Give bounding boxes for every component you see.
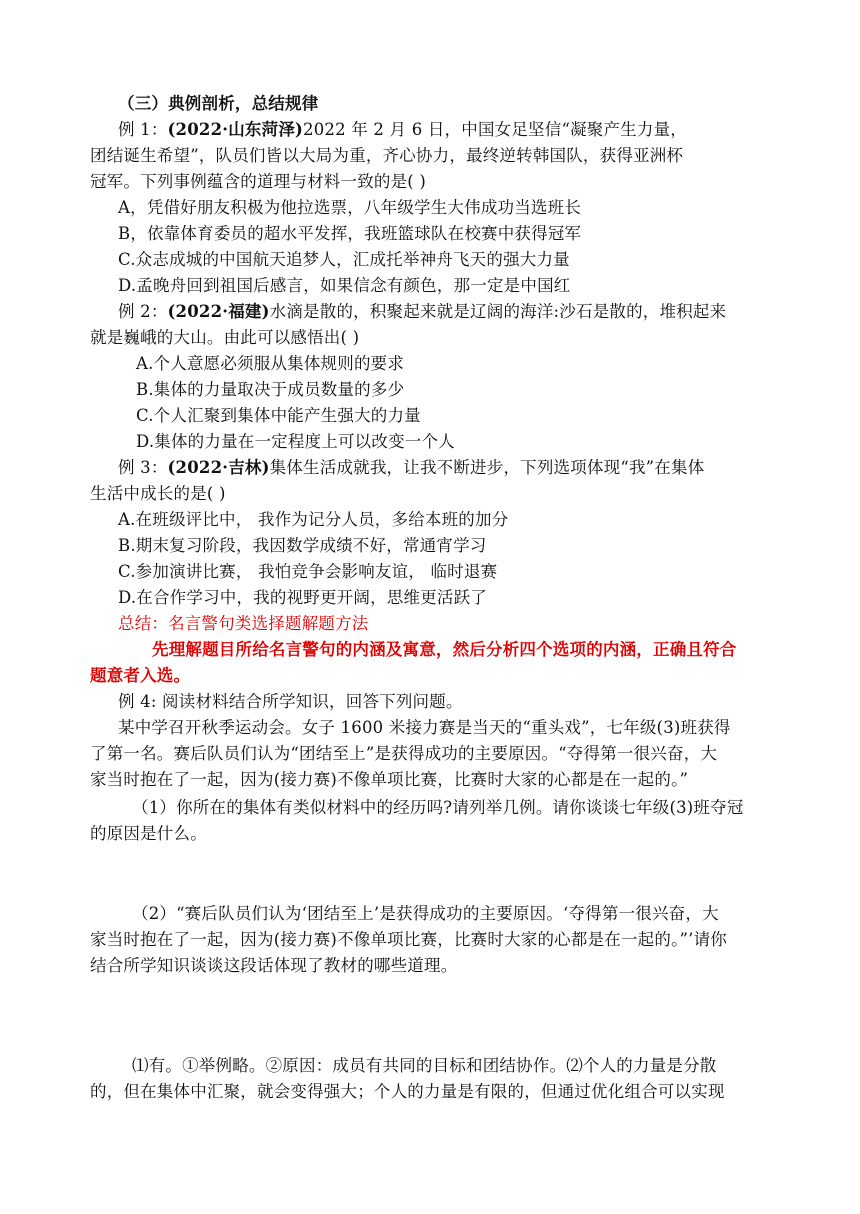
- example-1-stem: 2022 年 2 月 6 日，中国女足坚信“凝聚产生力量，: [303, 120, 687, 139]
- example-1-lead: 例 1：: [118, 120, 168, 139]
- summary-line-1: 先理解题目所给名言警句的内涵及寓意，然后分析四个选项的内涵，正确且符合: [152, 640, 737, 659]
- example-2-lead: 例 2：: [118, 302, 168, 321]
- example-1-option-a: A，凭借好朋友积极为他拉选票，八年级学生大伟成功当选班长: [118, 198, 582, 217]
- example-2-option-d: D.集体的力量在一定程度上可以改变一个人: [136, 432, 455, 451]
- example-3-source: (2022·吉林): [167, 458, 270, 477]
- example-1-option-b: B，依靠体育委员的超水平发挥，我班篮球队在校赛中获得冠军: [118, 224, 582, 243]
- summary-line-2: 题意者入选。: [90, 666, 191, 685]
- example-3-stem: 集体生活成就我，让我不断进步，下列选项体现“我”在集体: [269, 458, 705, 477]
- question-1-line-1: （1）你所在的集体有类似材料中的经历吗?请列举几例。请你谈谈七年级(3)班夺冠: [132, 798, 744, 817]
- summary-title: 总结：名言警句类选择题解题方法: [118, 614, 369, 633]
- question-1-line-2: 的原因是什么。: [90, 824, 207, 843]
- question-2-line-1: （2）“赛后队员们认为‘团结至上’是获得成功的主要原因。‘夺得第一很兴奋，大: [132, 904, 719, 923]
- answer-line-1: ⑴有。①举例略。②原因：成员有共同的目标和团结协作。⑵个人的力量是分散: [132, 1056, 717, 1075]
- example-3-option-b: B.期末复习阶段，我因数学成绩不好，常通宵学习: [118, 536, 487, 555]
- answer-line-2: 的，但在集体中汇聚，就会变得强大；个人的力量是有限的，但通过优化组合可以实现: [90, 1082, 725, 1101]
- example-4-intro: 例 4: 阅读材料结合所学知识，回答下列问题。: [118, 692, 463, 711]
- example-2-line-2: 就是巍峨的大山。由此可以感悟出( ): [90, 328, 360, 347]
- example-4-material-line-2: 了第一名。赛后队员们认为“团结至上”是获得成功的主要原因。“夺得第一很兴奋，大: [90, 744, 718, 763]
- section-heading: （三）典例剖析，总结规律: [118, 94, 319, 113]
- example-2-source: (2022·福建): [167, 302, 270, 321]
- example-1-option-d: D.孟晚舟回到祖国后感言，如果信念有颜色，那一定是中国红: [118, 276, 571, 295]
- example-3-line-2: 生活中成长的是( ): [90, 484, 226, 503]
- example-4-material-line-1: 某中学召开秋季运动会。女子 1600 米接力赛是当天的“重头戏”，七年级(3)班获得: [118, 718, 731, 737]
- example-2-option-c: C.个人汇聚到集体中能产生强大的力量: [136, 406, 421, 425]
- example-2-option-b: B.集体的力量取决于成员数量的多少: [136, 380, 405, 399]
- example-3-option-c: C.参加演讲比赛， 我怕竞争会影响友谊， 临时退赛: [118, 562, 498, 581]
- example-1-line-3: 冠军。下列事例蕴含的道理与材料一致的是( ): [90, 172, 427, 191]
- example-1-source: (2022·山东菏泽): [167, 120, 304, 139]
- example-2-option-a: A.个人意愿必须服从集体规则的要求: [136, 354, 405, 373]
- example-3-option-d: D.在合作学习中，我的视野更开阔，思维更活跃了: [118, 588, 487, 607]
- example-4-material-line-3: 家当时抱在了一起，因为(接力赛)不像单项比赛，比赛时大家的心都是在一起的。”: [90, 770, 689, 789]
- question-2-line-2: 家当时抱在了一起，因为(接力赛)不像单项比赛，比赛时大家的心都是在一起的。”’请你: [90, 930, 728, 949]
- example-3-lead: 例 3：: [118, 458, 168, 477]
- question-2-line-3: 结合所学知识谈谈这段话体现了教材的哪些道理。: [90, 956, 458, 975]
- example-1-line-1: [118, 118, 687, 142]
- example-3-line-1: [118, 456, 704, 480]
- example-2-stem: 水滴是散的，积聚起来就是辽阔的海洋:沙石是散的，堆积起来: [269, 302, 727, 321]
- example-1-line-2: 团结诞生希望”，队员们皆以大局为重，齐心协力，最终逆转韩国队，获得亚洲杯: [90, 146, 684, 165]
- example-3-option-a: A.在班级评比中， 我作为记分人员，多给本班的加分: [118, 510, 509, 529]
- example-2-line-1: [118, 300, 726, 324]
- example-1-option-c: C.众志成城的中国航天追梦人，汇成托举神舟飞天的强大力量: [118, 250, 570, 269]
